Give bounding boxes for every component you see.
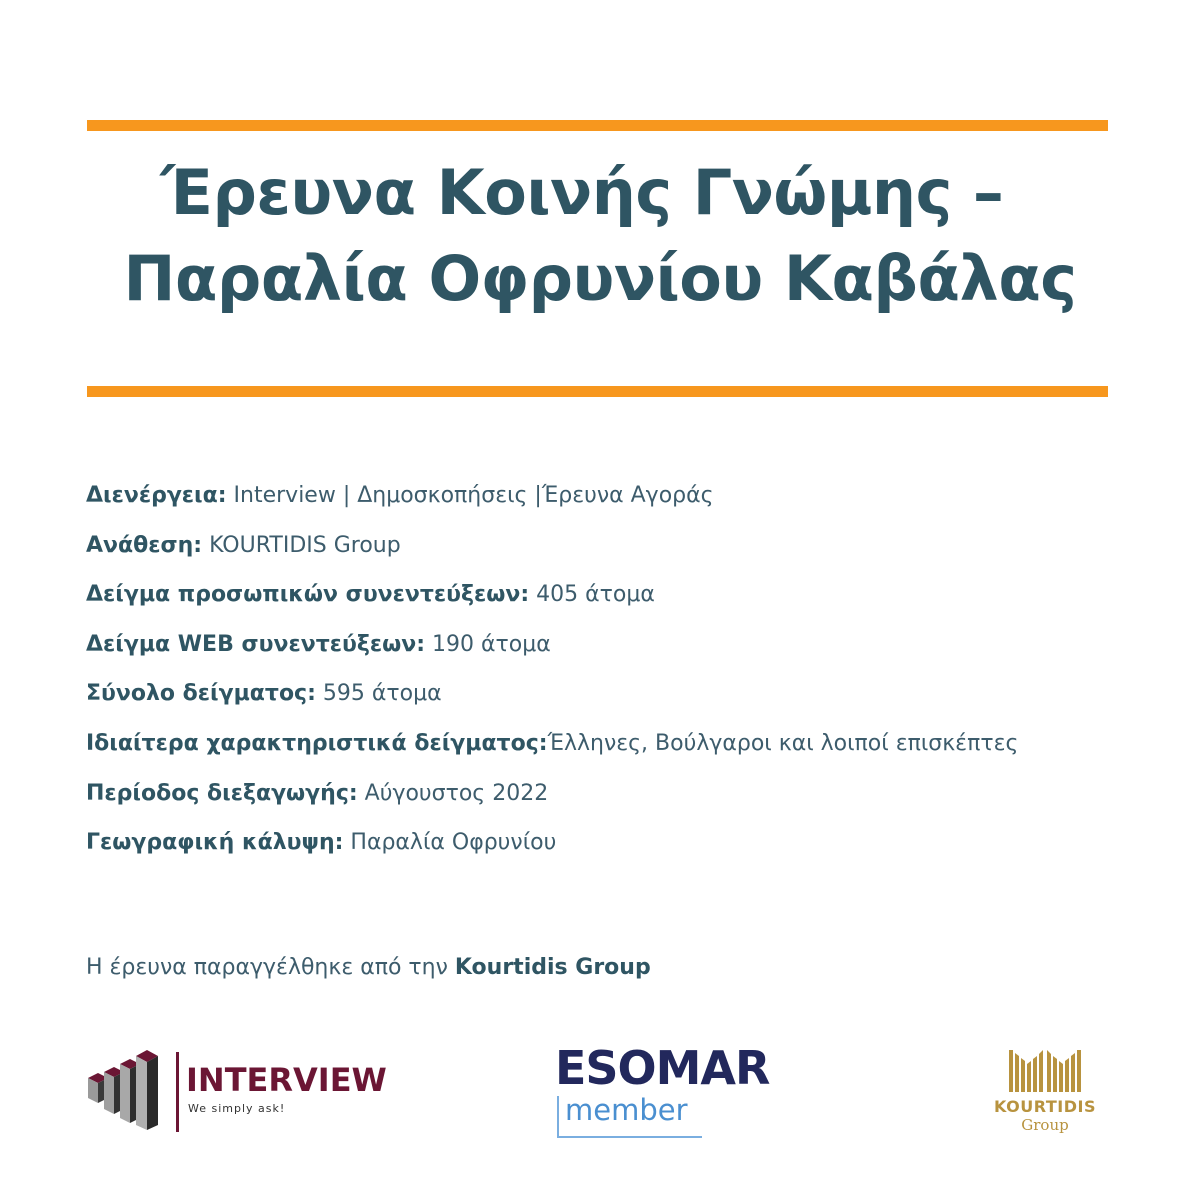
- detail-label: Ανάθεση:: [86, 532, 203, 558]
- detail-value: KOURTIDIS Group: [202, 532, 401, 558]
- survey-details: [86, 478, 1186, 875]
- detail-label: Δείγμα WEB συνεντεύξεων:: [86, 631, 426, 657]
- esomar-name: ESOMAR: [555, 1041, 770, 1095]
- page-title: [0, 150, 1200, 322]
- detail-value: Έλληνες, Βούλγαροι και λοιποί επισκέπτες: [547, 730, 1019, 756]
- detail-label: Διενέργεια:: [86, 483, 227, 508]
- kourtidis-group-logo: [985, 1050, 1105, 1150]
- commission-note: [86, 950, 651, 986]
- detail-total-sample: [86, 676, 1186, 726]
- esomar-member-logo: [555, 1040, 795, 1140]
- detail-value: 405 άτομα: [529, 582, 655, 608]
- detail-web-sample: [86, 627, 1186, 677]
- detail-label: Δείγμα προσωπικών συνεντεύξεων:: [86, 582, 530, 608]
- detail-label: Ιδιαίτερα χαρακτηριστικά δείγματος:: [86, 730, 548, 756]
- esomar-member-label: member: [565, 1093, 688, 1127]
- detail-geographic-coverage: [86, 825, 1186, 875]
- esomar-bracket-horizontal: [557, 1136, 702, 1138]
- top-orange-rule: [87, 120, 1108, 131]
- interview-name: INTERVIEW: [186, 1061, 387, 1099]
- detail-sample-characteristics: [86, 726, 1186, 776]
- detail-label: Σύνολο δείγματος:: [86, 681, 316, 707]
- detail-personal-sample: [86, 577, 1186, 627]
- title-line-1: Έρευνα Κοινής Γνώμης –: [160, 156, 1004, 229]
- detail-value: Παραλία Οφρυνίου: [343, 830, 557, 856]
- detail-value: Αύγουστος 2022: [357, 780, 549, 806]
- detail-period: [86, 776, 1186, 826]
- detail-value: 595 άτομα: [315, 681, 442, 707]
- interview-logo: [86, 1048, 406, 1133]
- kourtidis-name: KOURTIDIS: [994, 1097, 1096, 1116]
- detail-value: 190 άτομα: [425, 631, 551, 657]
- kourtidis-group-label: Group: [1021, 1116, 1069, 1134]
- bottom-orange-rule: [87, 386, 1108, 397]
- title-line-2: Παραλία Οφρυνίου Καβάλας: [123, 242, 1077, 315]
- commission-company: Kourtidis Group: [454, 955, 651, 980]
- commission-text: Η έρευνα παραγγέλθηκε από την: [86, 955, 455, 980]
- bar-chart-3d-icon: [86, 1048, 172, 1133]
- detail-assigned-by: [86, 528, 1186, 578]
- crown-buildings-icon: [1009, 1050, 1081, 1092]
- detail-conducted-by: [86, 478, 1186, 528]
- detail-label: Περίοδος διεξαγωγής:: [86, 780, 358, 806]
- detail-value: Interview | Δημοσκοπήσεις |Έρευνα Αγοράς: [226, 483, 714, 508]
- logo-divider: [176, 1052, 179, 1132]
- interview-tagline: We simply ask!: [188, 1102, 286, 1115]
- esomar-bracket-vertical: [557, 1096, 559, 1138]
- detail-label: Γεωγραφική κάλυψη:: [86, 830, 344, 856]
